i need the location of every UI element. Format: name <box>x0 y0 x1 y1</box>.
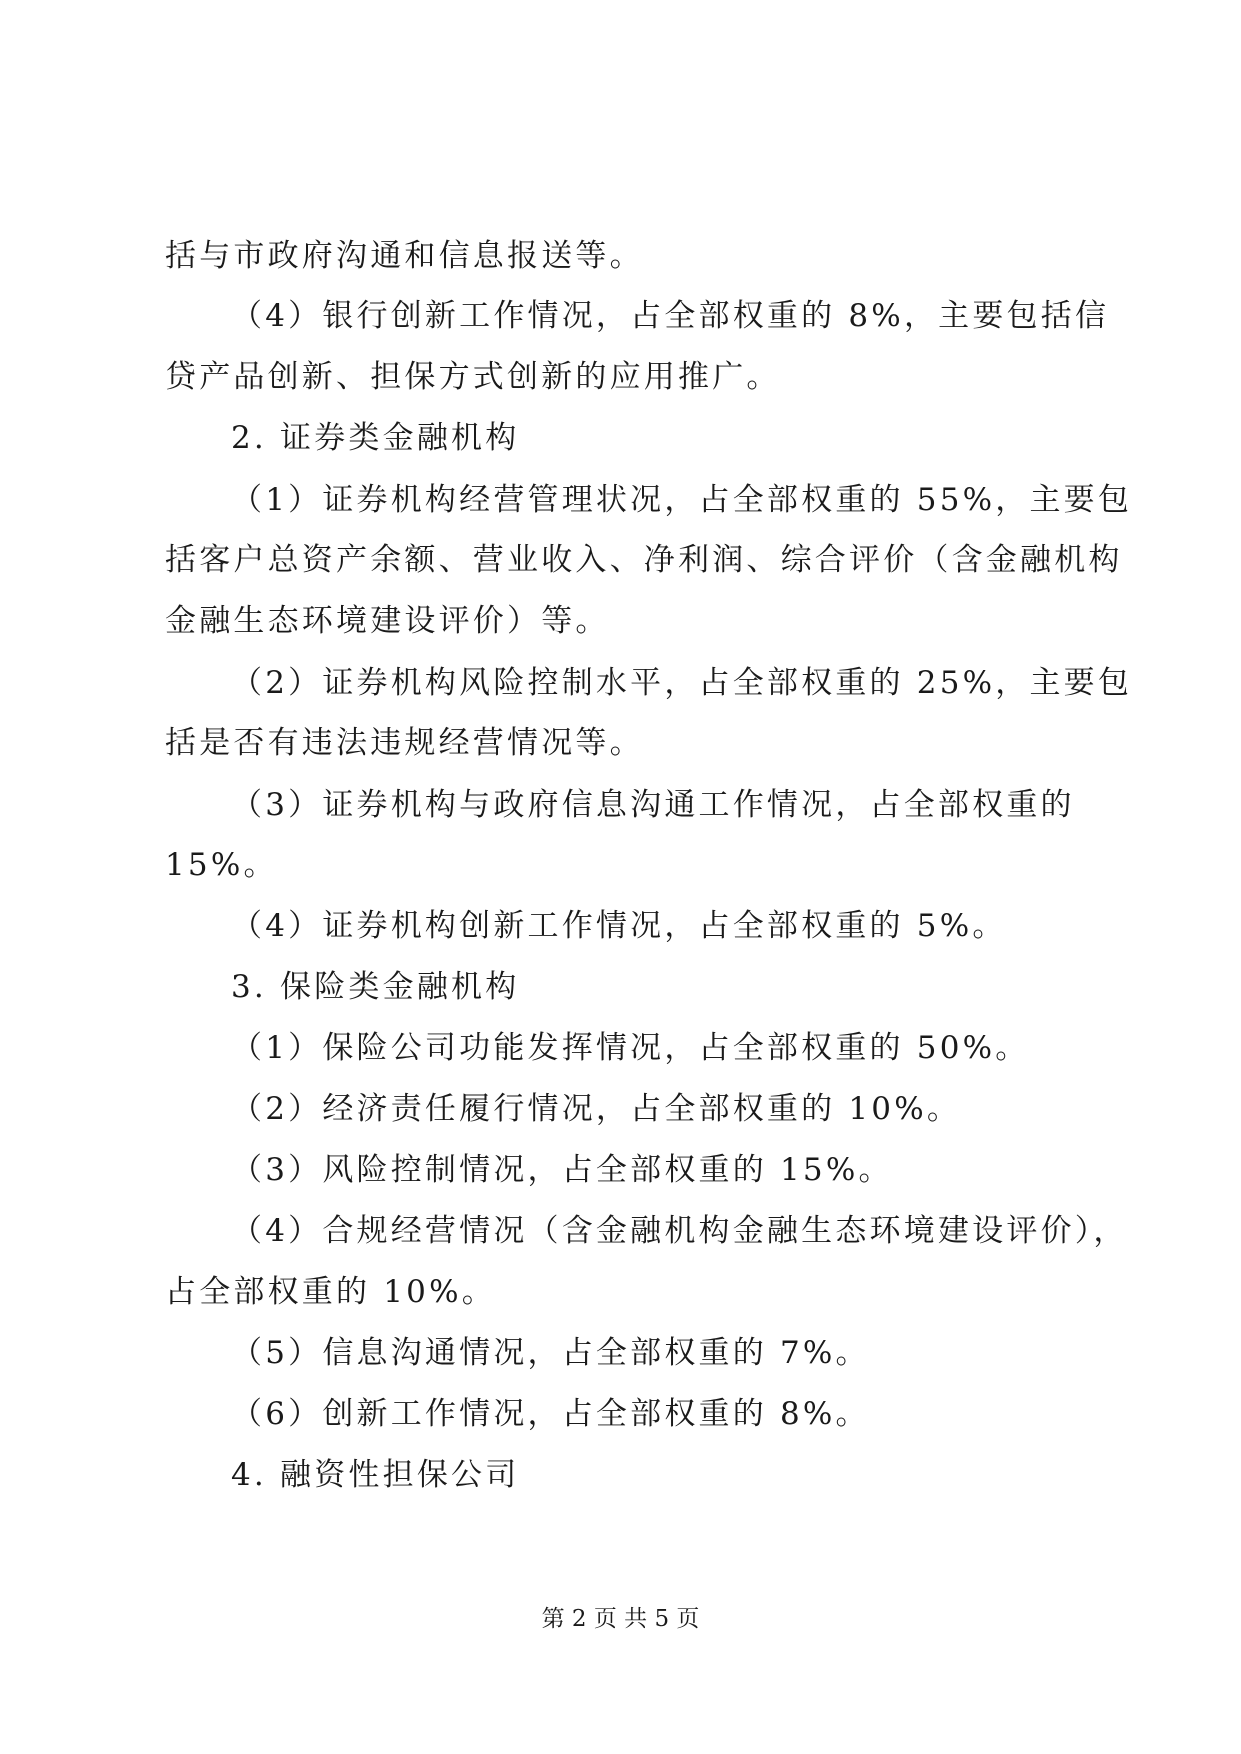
text-line-1: 括与市政府沟通和信息报送等。 <box>165 238 644 274</box>
text-line-2: （4）银行创新工作情况，占全部权重的 8%，主要包括信 <box>231 298 1110 334</box>
text-line-10: （3）证券机构与政府信息沟通工作情况，占全部权重的 <box>231 787 1075 823</box>
text-line-18: 占全部权重的 10%。 <box>165 1274 496 1310</box>
text-line-3: 贷产品创新、担保方式创新的应用推广。 <box>165 359 781 395</box>
text-line-8: （2）证券机构风险控制水平，占全部权重的 25%，主要包 <box>231 665 1133 701</box>
text-line-12: （4）证券机构创新工作情况，占全部权重的 5%。 <box>231 908 1007 944</box>
page-footer: 第 2 页 共 5 页 <box>541 1606 700 1632</box>
text-line-20: （6）创新工作情况，占全部权重的 8%。 <box>231 1396 870 1432</box>
text-line-16: （3）风险控制情况，占全部权重的 15%。 <box>231 1152 893 1188</box>
section-heading-securities: 2. 证券类金融机构 <box>231 420 520 456</box>
text-line-7: 金融生态环境建设评价）等。 <box>165 603 610 639</box>
text-line-9: 括是否有违法违规经营情况等。 <box>165 725 644 761</box>
text-line-11: 15%。 <box>165 847 278 883</box>
text-line-19: （5）信息沟通情况，占全部权重的 7%。 <box>231 1335 870 1371</box>
text-line-17: （4）合规经营情况（含金融机构金融生态环境建设评价）， <box>231 1213 1128 1249</box>
text-line-5: （1）证券机构经营管理状况，占全部权重的 55%，主要包 <box>231 482 1133 518</box>
section-heading-guarantee: 4. 融资性担保公司 <box>231 1457 520 1493</box>
text-line-15: （2）经济责任履行情况，占全部权重的 10%。 <box>231 1091 962 1127</box>
section-heading-insurance: 3. 保险类金融机构 <box>231 969 520 1005</box>
text-line-14: （1）保险公司功能发挥情况，占全部权重的 50%。 <box>231 1030 1030 1066</box>
text-line-6: 括客户总资产余额、营业收入、净利润、综合评价（含金融机构 <box>165 542 1123 578</box>
